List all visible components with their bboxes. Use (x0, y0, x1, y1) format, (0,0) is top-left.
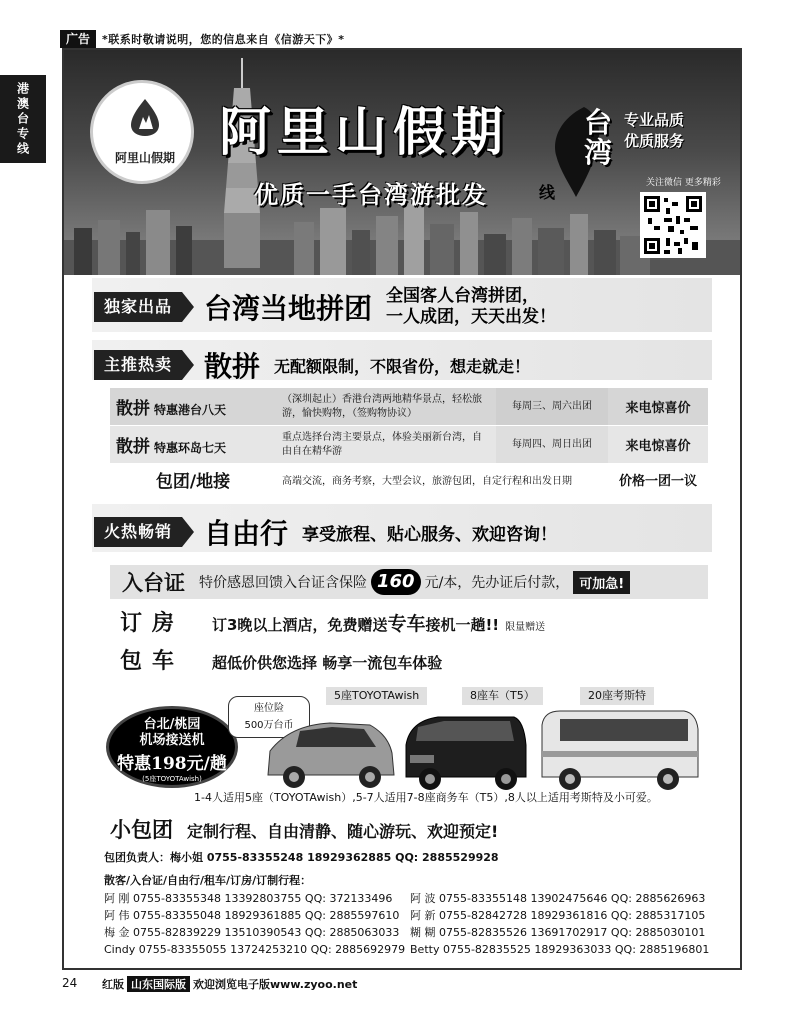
section-local-group (94, 286, 556, 328)
contact-title: 散客/入台证/自由行/租车/订房/订制行程： (104, 874, 312, 887)
tour-detail: （深圳起止）香港台湾两地精华景点，轻松旅游，愉快购物，（签购物协议） (282, 393, 482, 419)
hotel-text: 订3晚以上酒店，免费赠送 (212, 616, 388, 634)
minibus-image (542, 711, 698, 790)
entry-permit-price: 160 (371, 569, 421, 595)
qr-code-icon (644, 196, 702, 254)
section-bulk-tours (94, 345, 530, 385)
entry-permit-text-2: 元/本，先办证后付款， (424, 575, 570, 591)
wechat-note: 关注微信 更多精彩 (646, 178, 721, 188)
entry-permit-text: 特价感恩回馈入台证含保险 (199, 575, 367, 591)
contact-item: 阿 新 0755-82842728 18929361816 QQ: 2885317105 (410, 909, 706, 922)
contact-list-left (104, 890, 405, 958)
brand-logo (90, 80, 194, 184)
footer (102, 976, 357, 992)
ad-tag: 广告 (60, 30, 96, 48)
group-name: 包团/地接 (155, 471, 231, 492)
badge-price: 特惠198元/趟 (117, 754, 227, 774)
footer-edition-box: 山东国际版 (127, 976, 190, 992)
logo-text: 阿里山假期 (114, 151, 175, 165)
urgent-badge: 可加急! (573, 571, 630, 594)
section-desc (386, 286, 556, 328)
tour-sub: 特惠港台八天 (154, 403, 227, 417)
tour-lead: 散拼 (116, 437, 150, 457)
small-group-row (110, 814, 498, 844)
footer-link[interactable]: 欢迎浏览电子版www.zyoo.net (193, 978, 358, 991)
group-contact: 包团负责人：梅小姐 0755-83355248 18929362885 QQ: 2885529928 (104, 851, 499, 864)
section-desc: 无配额限制，不限省份，想走就走！ (274, 356, 531, 376)
tour-price: 来电惊喜价 (625, 401, 691, 416)
side-tab: 港澳台专线 (0, 75, 46, 163)
tour-row (110, 388, 708, 425)
entry-permit-row (110, 565, 708, 599)
section-title: 散拼 (204, 350, 261, 383)
tour-price: 来电惊喜价 (625, 439, 691, 454)
contact-list-right (410, 890, 709, 958)
tour-detail: 重点选择台湾主要景点，体验美丽新台湾，自由自在精华游 (282, 431, 482, 457)
small-group-label: 小包团 (110, 817, 173, 842)
tour-name (110, 432, 276, 457)
entry-permit-label: 入台证 (122, 570, 185, 595)
tour-schedule: 每周四、周日出团 (496, 426, 608, 463)
group-price: 价格一团一议 (618, 473, 697, 489)
quality-line-2: 优质服务 (624, 132, 685, 150)
tour-name (110, 394, 276, 419)
contact-item: 糊 糊 0755-82835526 13691702917 QQ: 2885030101 (410, 926, 706, 939)
taiwan-route-title: 台湾 (584, 106, 613, 169)
arrow-icon (182, 517, 194, 547)
footer-edition: 红版 (102, 978, 124, 991)
hotel-text-2: 接机一趟!! (425, 616, 500, 634)
contact-item: Betty 0755-82835525 18929363033 QQ: 2885196801 (410, 943, 710, 956)
brand-title: 阿里山假期 (219, 102, 510, 163)
minivan-image (268, 723, 394, 788)
badge-line-2: 机场接送机 (139, 733, 205, 748)
contact-item: Cindy 0755-83355055 13724253210 QQ: 2885692979 (104, 943, 406, 956)
bubble-line-2: 500万台币 (244, 720, 294, 731)
section-title: 台湾当地拼团 (204, 292, 373, 325)
section-free-travel (94, 512, 557, 552)
mountain-drop-icon (127, 97, 163, 137)
car-label: 包车 (120, 648, 185, 674)
section-desc: 享受旅程、贴心服务、欢迎咨询！ (302, 524, 558, 545)
vehicle-label: 8座车（T5） (462, 687, 543, 705)
hero-banner (64, 50, 740, 275)
tour-sub: 特惠环岛七天 (154, 441, 227, 455)
section-tag: 火热畅销 (94, 517, 182, 547)
badge-line-1: 台北/桃园 (143, 717, 201, 732)
hotel-label: 订房 (120, 610, 185, 636)
hotel-note: 限量赠送 (505, 622, 546, 633)
quality-tagline (624, 110, 684, 152)
taiwan-route-suffix: 线 (539, 183, 556, 202)
page-number: 24 (62, 976, 78, 990)
qr-code[interactable] (640, 192, 706, 258)
section-tag: 独家出品 (94, 292, 182, 322)
small-group-text: 定制行程、自由清静、随心游玩、欢迎预定! (187, 822, 499, 841)
vehicle-label: 20座考斯特 (580, 687, 654, 705)
hotel-highlight: 专车 (387, 613, 426, 635)
section-desc-line-1: 全国客人台湾拼团， (386, 286, 540, 306)
contact-item: 阿 刚 0755-83355348 13392803755 QQ: 372133496 (104, 892, 393, 905)
section-title: 自由行 (204, 517, 289, 550)
quality-line-1: 专业品质 (624, 111, 685, 129)
section-tag: 主推热卖 (94, 350, 182, 380)
tour-schedule: 每周三、周六出团 (496, 388, 608, 425)
car-row (120, 644, 442, 675)
tour-row (110, 426, 708, 463)
ad-frame (62, 48, 742, 970)
van-image (406, 717, 526, 790)
vehicle-images (260, 705, 700, 795)
ad-note: *联系时敬请说明，您的信息来自《信游天下》* (102, 33, 345, 46)
hotel-row (120, 606, 545, 637)
contact-item: 阿 伟 0755-83355048 18929361885 QQ: 2885597610 (104, 909, 400, 922)
badge-note: (5座TOYOTAwish) (142, 775, 202, 783)
brand-slogan: 优质一手台湾游批发 (254, 181, 488, 209)
contact-item: 阿 波 0755-83355148 13902475646 QQ: 2885626963 (410, 892, 706, 905)
group-tour-row (110, 464, 708, 494)
bubble-line-1: 座位险 (254, 703, 284, 714)
arrow-icon (182, 292, 194, 322)
arrow-icon (182, 350, 194, 380)
airport-transfer-badge (106, 706, 238, 788)
vehicle-label: 5座TOYOTAwish (326, 687, 427, 705)
section-desc-line-2: 一人成团，天天出发！ (386, 307, 557, 327)
tour-lead: 散拼 (116, 399, 150, 419)
vehicle-caption: 1-4人适用5座（TOYOTAwish）,5-7人适用7-8座商务车（T5）,8人以上适用考斯特及小可爱。 (194, 791, 658, 804)
car-text: 超低价供您选择 畅享一流包车体验 (212, 654, 443, 672)
group-detail: 高端交流，商务考察，大型会议，旅游包团，自定行程和出发日期 (282, 475, 572, 487)
ad-header (60, 30, 345, 48)
contact-item: 梅 金 0755-82839229 13510390543 QQ: 2885063033 (104, 926, 400, 939)
